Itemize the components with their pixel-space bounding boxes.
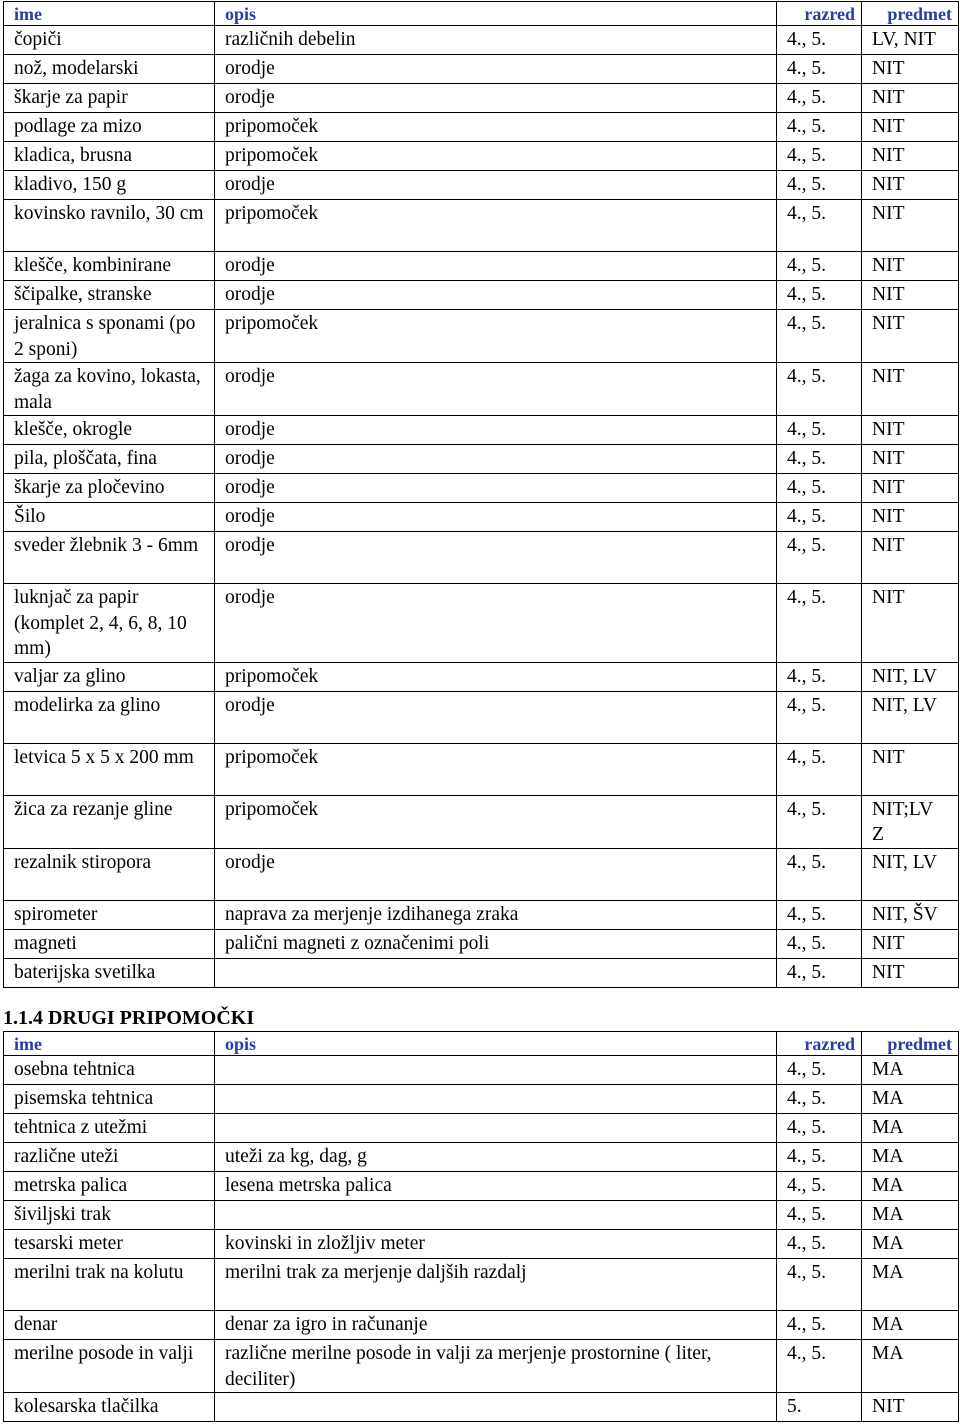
table-row <box>4 1085 959 1114</box>
cell-ime: letvica 5 x 5 x 200 mm <box>4 743 215 795</box>
cell-predmet: NIT <box>862 743 959 795</box>
table-row <box>4 958 959 987</box>
table-row <box>4 900 959 929</box>
table-row <box>4 1311 959 1340</box>
cell-razred: 4., 5. <box>777 743 862 795</box>
table-row <box>4 503 959 532</box>
column-header-ime: ime <box>4 2 215 26</box>
cell-razred: 4., 5. <box>777 662 862 691</box>
table-row <box>4 848 959 900</box>
cell-opis: orodje <box>215 252 777 281</box>
cell-razred: 5. <box>777 1393 862 1422</box>
cell-opis: naprava za merjenje izdihanega zraka <box>215 900 777 929</box>
table-row <box>4 1230 959 1259</box>
cell-ime: šiviljski trak <box>4 1201 215 1230</box>
table-row <box>4 1393 959 1422</box>
cell-predmet: NIT, LV <box>862 848 959 900</box>
cell-ime: klešče, kombinirane <box>4 252 215 281</box>
cell-predmet: NIT;LV Z <box>862 795 959 848</box>
cell-ime: metrska palica <box>4 1172 215 1201</box>
cell-predmet: MA <box>862 1056 959 1085</box>
cell-ime: ščipalke, stranske <box>4 281 215 310</box>
table-row <box>4 1056 959 1085</box>
cell-razred: 4., 5. <box>777 113 862 142</box>
cell-ime: Šilo <box>4 503 215 532</box>
cell-opis: pripomoček <box>215 113 777 142</box>
cell-ime: kolesarska tlačilka <box>4 1393 215 1422</box>
cell-opis: orodje <box>215 281 777 310</box>
cell-ime: kladivo, 150 g <box>4 171 215 200</box>
cell-predmet: NIT <box>862 584 959 663</box>
cell-opis: pripomoček <box>215 310 777 363</box>
cell-razred: 4., 5. <box>777 363 862 416</box>
table-row <box>4 252 959 281</box>
table-row <box>4 416 959 445</box>
cell-razred: 4., 5. <box>777 142 862 171</box>
column-header-predmet: predmet <box>862 2 959 26</box>
cell-razred: 4., 5. <box>777 848 862 900</box>
table-row <box>4 55 959 84</box>
cell-opis: orodje <box>215 416 777 445</box>
cell-razred: 4., 5. <box>777 445 862 474</box>
cell-predmet: NIT <box>862 929 959 958</box>
table-row <box>4 26 959 55</box>
table-header-row <box>4 1032 959 1056</box>
cell-razred: 4., 5. <box>777 958 862 987</box>
cell-ime: rezalnik stiropora <box>4 848 215 900</box>
cell-ime: pila, ploščata, fina <box>4 445 215 474</box>
cell-predmet: NIT <box>862 503 959 532</box>
cell-ime: spirometer <box>4 900 215 929</box>
cell-predmet: NIT, LV <box>862 691 959 743</box>
cell-opis <box>215 1056 777 1085</box>
cell-ime: škarje za papir <box>4 84 215 113</box>
cell-ime: sveder žlebnik 3 - 6mm <box>4 532 215 584</box>
column-header-razred: razred <box>777 2 862 26</box>
cell-predmet: MA <box>862 1172 959 1201</box>
cell-opis: palični magneti z označenimi poli <box>215 929 777 958</box>
cell-predmet: NIT <box>862 363 959 416</box>
section-heading: 1.1.4 DRUGI PRIPOMOČKI <box>3 1007 255 1029</box>
cell-predmet: MA <box>862 1201 959 1230</box>
cell-opis <box>215 1114 777 1143</box>
cell-ime: osebna tehtnica <box>4 1056 215 1085</box>
column-header-ime: ime <box>4 1032 215 1056</box>
table-row <box>4 743 959 795</box>
cell-predmet: NIT, ŠV <box>862 900 959 929</box>
table-header-row <box>4 2 959 26</box>
cell-opis: pripomoček <box>215 743 777 795</box>
table-row <box>4 474 959 503</box>
cell-opis: lesena metrska palica <box>215 1172 777 1201</box>
cell-opis: različnih debelin <box>215 26 777 55</box>
cell-predmet: NIT <box>862 958 959 987</box>
cell-opis: uteži za kg, dag, g <box>215 1143 777 1172</box>
cell-opis: orodje <box>215 84 777 113</box>
cell-razred: 4., 5. <box>777 691 862 743</box>
cell-ime: kovinsko ravnilo, 30 cm <box>4 200 215 252</box>
cell-predmet: MA <box>862 1259 959 1311</box>
cell-predmet: NIT <box>862 310 959 363</box>
cell-opis <box>215 1201 777 1230</box>
cell-ime: nož, modelarski <box>4 55 215 84</box>
cell-razred: 4., 5. <box>777 1259 862 1311</box>
column-header-razred: razred <box>777 1032 862 1056</box>
table-row <box>4 1259 959 1311</box>
cell-razred: 4., 5. <box>777 1114 862 1143</box>
cell-predmet: MA <box>862 1143 959 1172</box>
cell-razred: 4., 5. <box>777 532 862 584</box>
cell-predmet: MA <box>862 1230 959 1259</box>
cell-opis: orodje <box>215 848 777 900</box>
cell-predmet: NIT <box>862 532 959 584</box>
cell-opis: orodje <box>215 445 777 474</box>
cell-ime: pisemska tehtnica <box>4 1085 215 1114</box>
cell-ime: merilni trak na kolutu <box>4 1259 215 1311</box>
table-row <box>4 171 959 200</box>
equipment-table <box>3 1 959 988</box>
cell-razred: 4., 5. <box>777 929 862 958</box>
cell-opis: orodje <box>215 532 777 584</box>
table-row <box>4 691 959 743</box>
table-row <box>4 584 959 663</box>
table-row <box>4 200 959 252</box>
cell-opis: pripomoček <box>215 795 777 848</box>
cell-predmet: NIT <box>862 445 959 474</box>
cell-predmet: MA <box>862 1114 959 1143</box>
cell-opis: orodje <box>215 691 777 743</box>
cell-predmet: NIT <box>862 113 959 142</box>
cell-opis: kovinski in zložljiv meter <box>215 1230 777 1259</box>
cell-razred: 4., 5. <box>777 281 862 310</box>
cell-razred: 4., 5. <box>777 26 862 55</box>
table-row <box>4 929 959 958</box>
cell-ime: denar <box>4 1311 215 1340</box>
table-row <box>4 281 959 310</box>
cell-ime: žica za rezanje gline <box>4 795 215 848</box>
cell-predmet: NIT, LV <box>862 662 959 691</box>
cell-razred: 4., 5. <box>777 1056 862 1085</box>
cell-ime: škarje za pločevino <box>4 474 215 503</box>
table-row <box>4 1143 959 1172</box>
cell-predmet: NIT <box>862 171 959 200</box>
cell-opis <box>215 958 777 987</box>
table-row <box>4 84 959 113</box>
cell-ime: magneti <box>4 929 215 958</box>
table-row <box>4 1340 959 1393</box>
cell-predmet: NIT <box>862 142 959 171</box>
cell-razred: 4., 5. <box>777 55 862 84</box>
cell-opis: pripomoček <box>215 200 777 252</box>
cell-opis: orodje <box>215 584 777 663</box>
cell-razred: 4., 5. <box>777 1143 862 1172</box>
table-row <box>4 363 959 416</box>
cell-predmet: NIT <box>862 55 959 84</box>
cell-ime: merilne posode in valji <box>4 1340 215 1393</box>
cell-razred: 4., 5. <box>777 795 862 848</box>
cell-predmet: NIT <box>862 84 959 113</box>
cell-opis: orodje <box>215 171 777 200</box>
cell-razred: 4., 5. <box>777 900 862 929</box>
cell-ime: čopiči <box>4 26 215 55</box>
cell-ime: podlage za mizo <box>4 113 215 142</box>
column-header-opis: opis <box>215 2 777 26</box>
table-row <box>4 1114 959 1143</box>
cell-opis <box>215 1085 777 1114</box>
cell-predmet: NIT <box>862 281 959 310</box>
cell-razred: 4., 5. <box>777 1085 862 1114</box>
cell-razred: 4., 5. <box>777 1230 862 1259</box>
cell-razred: 4., 5. <box>777 310 862 363</box>
cell-predmet: NIT <box>862 252 959 281</box>
cell-ime: kladica, brusna <box>4 142 215 171</box>
cell-opis: denar za igro in računanje <box>215 1311 777 1340</box>
cell-predmet: NIT <box>862 1393 959 1422</box>
cell-predmet: LV, NIT <box>862 26 959 55</box>
cell-ime: različne uteži <box>4 1143 215 1172</box>
cell-predmet: MA <box>862 1085 959 1114</box>
table-row <box>4 142 959 171</box>
cell-razred: 4., 5. <box>777 1201 862 1230</box>
cell-razred: 4., 5. <box>777 200 862 252</box>
cell-razred: 4., 5. <box>777 171 862 200</box>
cell-predmet: MA <box>862 1311 959 1340</box>
cell-ime: baterijska svetilka <box>4 958 215 987</box>
cell-opis: pripomoček <box>215 142 777 171</box>
table-row <box>4 1201 959 1230</box>
cell-razred: 4., 5. <box>777 1311 862 1340</box>
cell-ime: klešče, okrogle <box>4 416 215 445</box>
cell-opis: orodje <box>215 363 777 416</box>
cell-razred: 4., 5. <box>777 584 862 663</box>
cell-predmet: NIT <box>862 474 959 503</box>
table-row <box>4 662 959 691</box>
table-row <box>4 795 959 848</box>
cell-razred: 4., 5. <box>777 474 862 503</box>
other-aids-table <box>3 1031 959 1422</box>
table-row <box>4 113 959 142</box>
cell-ime: modelirka za glino <box>4 691 215 743</box>
cell-ime: luknjač za papir (komplet 2, 4, 6, 8, 10 mm) <box>4 584 215 663</box>
cell-razred: 4., 5. <box>777 1340 862 1393</box>
column-header-opis: opis <box>215 1032 777 1056</box>
cell-razred: 4., 5. <box>777 1172 862 1201</box>
table-row <box>4 1172 959 1201</box>
cell-razred: 4., 5. <box>777 416 862 445</box>
cell-razred: 4., 5. <box>777 84 862 113</box>
cell-predmet: MA <box>862 1340 959 1393</box>
table-row <box>4 310 959 363</box>
cell-razred: 4., 5. <box>777 252 862 281</box>
cell-ime: tehtnica z utežmi <box>4 1114 215 1143</box>
cell-ime: jeralnica s sponami (po 2 sponi) <box>4 310 215 363</box>
cell-opis: merilni trak za merjenje daljših razdalj <box>215 1259 777 1311</box>
cell-opis: orodje <box>215 55 777 84</box>
cell-opis <box>215 1393 777 1422</box>
cell-opis: različne merilne posode in valji za merjenje prostornine ( liter, deciliter) <box>215 1340 777 1393</box>
cell-opis: orodje <box>215 503 777 532</box>
cell-opis: orodje <box>215 474 777 503</box>
table-row <box>4 532 959 584</box>
cell-predmet: NIT <box>862 416 959 445</box>
cell-ime: žaga za kovino, lokasta, mala <box>4 363 215 416</box>
cell-predmet: NIT <box>862 200 959 252</box>
cell-ime: tesarski meter <box>4 1230 215 1259</box>
cell-ime: valjar za glino <box>4 662 215 691</box>
column-header-predmet: predmet <box>862 1032 959 1056</box>
cell-opis: pripomoček <box>215 662 777 691</box>
table-row <box>4 445 959 474</box>
cell-razred: 4., 5. <box>777 503 862 532</box>
